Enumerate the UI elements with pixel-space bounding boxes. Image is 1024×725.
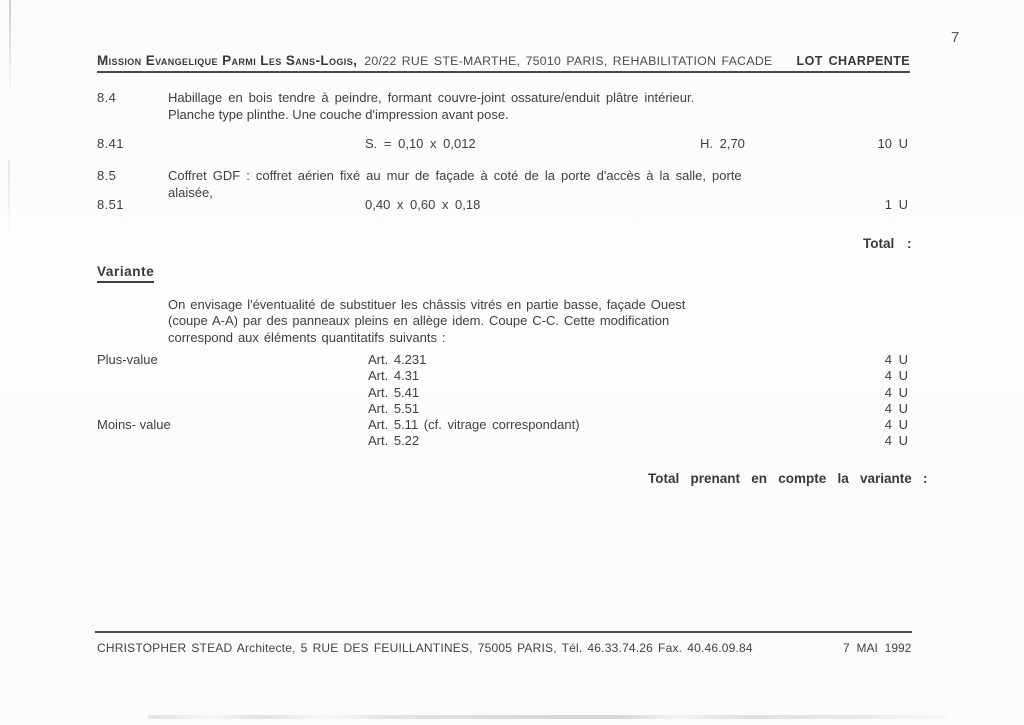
spec-item-ref: 8.5 xyxy=(97,168,117,183)
variant-row xyxy=(97,385,908,401)
footer-date: 7 MAI 1992 xyxy=(843,641,912,655)
variant-row xyxy=(97,401,908,417)
variant-quantity: 4 U xyxy=(884,433,908,449)
variant-row xyxy=(97,417,908,433)
section-total-label: Total : xyxy=(863,236,912,251)
variant-article: Art. 5.22 xyxy=(368,433,420,449)
scan-artifact-left-line xyxy=(9,0,11,92)
variant-row-label xyxy=(97,401,368,417)
spec-dimension: S. = 0,10 x 0,012 xyxy=(365,136,476,151)
variant-article: Art. 5.51 xyxy=(368,400,420,416)
org-name: Mission Evangelique Parmi Les Sans-Logis, xyxy=(97,53,358,68)
variant-rows xyxy=(97,352,908,450)
scan-artifact-left-line-2 xyxy=(8,160,10,235)
variant-quantity: 4 U xyxy=(884,417,908,433)
spec-item-ref: 8.41 xyxy=(97,136,124,151)
variant-quantity: 4 U xyxy=(884,400,908,416)
variant-row-label: Moins- value xyxy=(97,417,171,433)
spec-quantity: 10 U xyxy=(877,136,908,151)
variant-article: Art. 5.41 xyxy=(368,384,420,400)
variant-quantity: 4 U xyxy=(884,368,908,384)
variant-row xyxy=(97,352,908,368)
spec-height: H. 2,70 xyxy=(700,136,745,151)
spec-item-text-line: Planche type plinthe. Une couche d'impression avant pose. xyxy=(168,107,509,122)
variant-row-label: Plus-value xyxy=(97,352,158,367)
variant-row xyxy=(97,433,908,449)
org-address: 20/22 RUE STE-MARTHE, 75010 PARIS, REHABILITATION FACADE xyxy=(364,54,773,68)
variant-heading: Variante xyxy=(97,264,154,283)
variant-article: Art. 5.11 (cf. vitrage correspondant) xyxy=(368,417,580,433)
spec-item-text-line: Habillage en bois tendre à peindre, formant couvre-joint ossature/enduit plâtre intérieur. xyxy=(168,90,695,105)
footer-architect-line: CHRISTOPHER STEAD Architecte, 5 RUE DES FEUILLANTINES, 75005 PARIS, Tél. 46.33.74.26 Fax. 40.46.09.84 xyxy=(97,641,753,655)
variant-row-label xyxy=(97,433,368,449)
variant-total-label: Total prenant en compte la variante : xyxy=(648,471,928,486)
variant-description-line: correspond aux éléments quantitatifs suivants : xyxy=(168,330,446,345)
lot-title: LOT CHARPENTE xyxy=(796,54,910,68)
page-number: 7 xyxy=(951,29,960,46)
variant-description-line: (coupe A-A) par des panneaux pleins en allège idem. Coupe C-C. Cette modification xyxy=(168,313,670,328)
spec-item-text-line: alaisée, xyxy=(168,185,213,200)
variant-quantity: 4 U xyxy=(884,384,908,400)
scan-artifact-bottom-band xyxy=(148,715,948,719)
spec-dimension: 0,40 x 0,60 x 0,18 xyxy=(365,197,481,212)
spec-item-ref: 8.51 xyxy=(97,197,124,212)
variant-row-label xyxy=(97,385,368,401)
variant-description-line: On envisage l'éventualité de substituer les châssis vitrés en partie basse, façade Ouest xyxy=(168,297,686,312)
document-header xyxy=(97,53,910,73)
variant-row-label xyxy=(97,368,368,384)
variant-article: Art. 4.231 xyxy=(368,352,427,367)
variant-row xyxy=(97,368,908,384)
variant-quantity: 4 U xyxy=(884,352,908,367)
footer-rule xyxy=(95,631,912,633)
spec-item-ref: 8.4 xyxy=(97,90,117,105)
spec-item-text-line: Coffret GDF : coffret aérien fixé au mur de façade à coté de la porte d'accès à la salle, porte xyxy=(168,168,742,183)
spec-quantity: 1 U xyxy=(884,197,908,212)
variant-article: Art. 4.31 xyxy=(368,368,420,384)
